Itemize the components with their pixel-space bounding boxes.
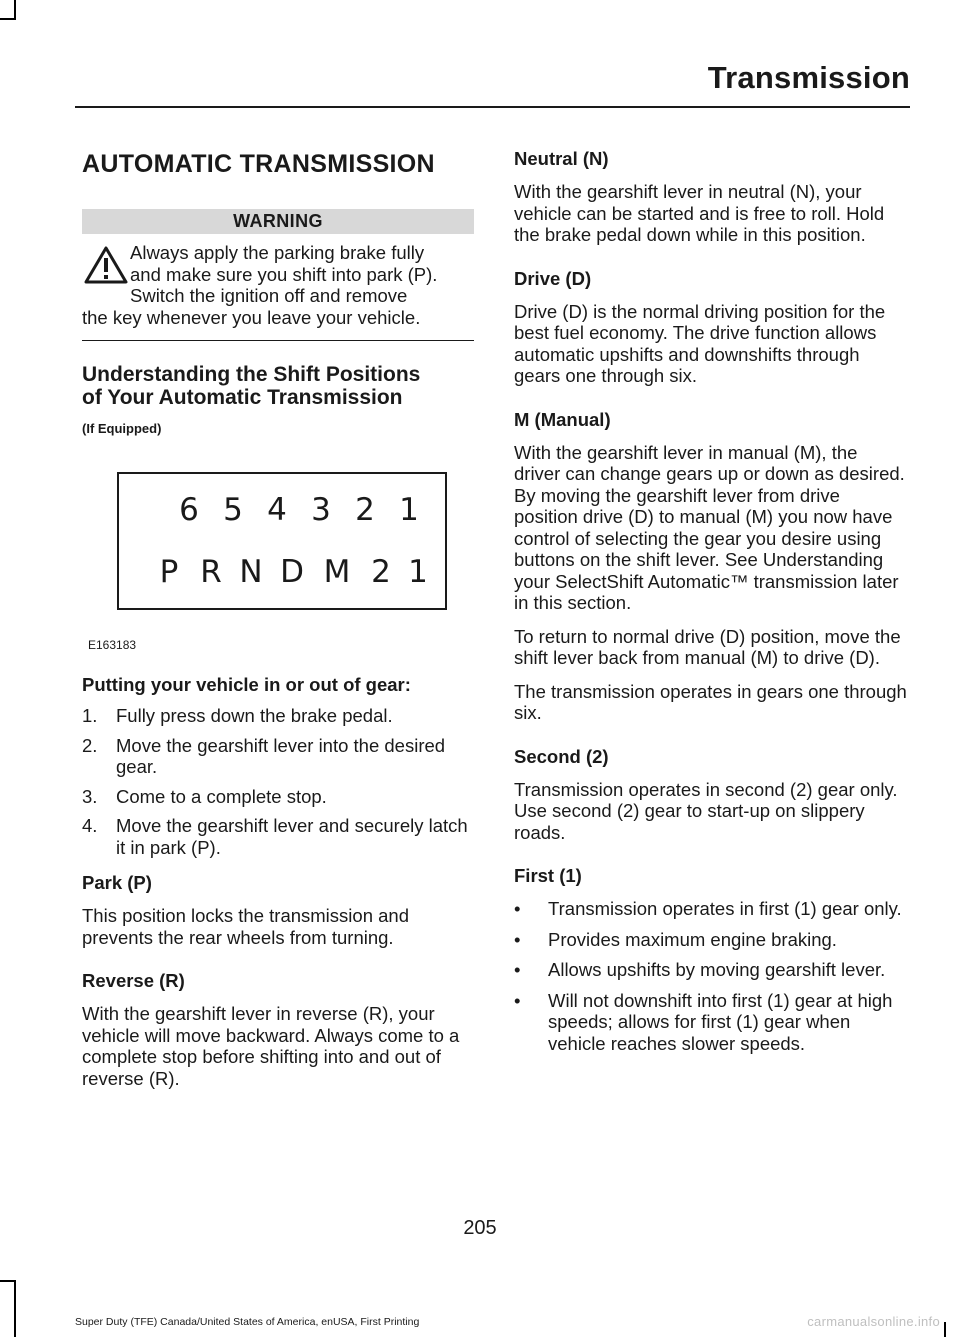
warning-text-line: Always apply the parking brake fully [130,242,425,263]
warning-triangle-icon [82,244,130,286]
bullet-text: Transmission operates in first (1) gear only. [548,898,902,919]
crop-mark [0,1280,16,1282]
warning-text-line: and make sure you shift into park (P). [130,263,438,285]
shift-position-label: 1 [408,554,428,590]
left-column [82,140,474,1089]
section-title: AUTOMATIC TRANSMISSION [82,150,435,178]
bullet-text: Provides maximum engine braking. [548,928,837,950]
list-item [82,735,474,778]
first-heading: First (1) [514,865,582,886]
list-item [514,898,908,920]
neutral-text: With the gearshift lever in neutral (N), your vehicle can be started and is free to roll. Hold the brake pedal down while in this position. [514,181,885,245]
list-item [82,705,474,727]
list-item [82,815,474,858]
shift-position-label: P [159,554,179,590]
right-column [514,148,908,1063]
gear-label: 4 [267,492,287,528]
list-item [82,786,474,808]
header-rule [75,106,910,108]
drive-text: Drive (D) is the normal driving position for the best fuel economy. The drive function allows automatic upshifts and downshifts through gears one through six. [514,300,886,386]
gear-label: 6 [179,492,199,528]
footer-edition: Super Duty (TFE) Canada/United States of America, enUSA, First Printing [75,1316,420,1328]
park-text: This position locks the transmission and prevents the rear wheels from turning. [82,905,409,948]
manual-text: With the gearshift lever in manual (M), the driver can change gears up or down as desired. By moving the gearshift lever from drive position drive (D) to manual (M) you now have control of selecting the gear you desire using buttons on the shift lever. See Understanding your SelectShift Automatic™ transmission later in this section. [514,441,905,613]
shift-position-label: R [200,554,222,590]
subheading [82,363,474,409]
shift-position-label: M [323,554,351,590]
crop-mark [0,18,16,20]
watermark: carmanualsonline.info [807,1314,940,1329]
shift-indicator-figure [117,472,447,610]
shift-position-label: N [239,554,263,590]
bullet: • [514,898,521,919]
reverse-text: With the gearshift lever in reverse (R), your vehicle will move backward. Always come to a complete stop before shifting into and out of reverse (R). [82,1003,460,1089]
page-header-title: Transmission [707,60,910,95]
step-number: 2. [82,734,98,756]
shift-position-row [147,554,445,590]
bullet: • [514,959,521,980]
drive-heading: Drive (D) [514,267,592,289]
list-item [514,990,908,1055]
step-text: Fully press down the brake pedal. [116,705,393,726]
park-heading: Park (P) [82,872,152,893]
warning-label: WARNING [82,209,474,234]
crop-mark [944,1322,946,1337]
neutral-heading: Neutral (N) [514,148,609,169]
reverse-heading: Reverse (R) [82,970,185,991]
gear-heading: Putting your vehicle in or out of gear: [82,674,411,695]
list-item [514,929,908,951]
gear-number-row [167,492,445,528]
shift-position-label: 2 [371,554,391,590]
manual-heading: M (Manual) [514,408,611,430]
second-heading: Second (2) [514,745,609,767]
steps-list [82,705,474,858]
first-gear-list [514,898,908,1054]
bullet: • [514,928,521,950]
warning-text-line: the key whenever you leave your vehicle. [82,306,421,328]
subheading-line: Understanding the Shift Positions [82,363,421,386]
bullet-text: Allows upshifts by moving gearshift lever. [548,959,886,980]
subheading-line: of Your Automatic Transmission [82,386,403,409]
qualifier: (If Equipped) [82,421,162,436]
gear-label: 1 [399,492,419,528]
gears-text: The transmission operates in gears one through six. [514,680,907,723]
gear-label: 2 [355,492,375,528]
crop-mark [14,0,16,18]
list-item [514,959,908,981]
step-text: Come to a complete stop. [116,785,327,807]
step-number: 3. [82,785,98,807]
page-number: 205 [463,1217,497,1239]
bullet: • [514,989,521,1011]
bullet-text: Will not downshift into first (1) gear at high speeds; allows for first (1) gear when vehicle reaches slower speeds. [548,989,893,1054]
step-text: Move the gearshift lever into the desired gear. [116,734,446,777]
second-text: Transmission operates in second (2) gear only. Use second (2) gear to start-up on slippery roads. [514,778,898,843]
return-text: To return to normal drive (D) position, move the shift lever back from manual (M) to drive (D). [514,625,901,668]
shift-position-label: D [280,554,304,590]
warning-text-line: Switch the ignition off and remove [130,285,408,306]
step-number: 1. [82,705,98,726]
crop-mark [14,1282,16,1337]
step-text: Move the gearshift lever and securely latch it in park (P). [116,815,468,858]
warning-box [82,242,474,341]
gear-label: 5 [223,492,243,528]
figure-caption: E163183 [88,638,137,652]
gear-label: 3 [311,492,331,528]
step-number: 4. [82,815,98,836]
